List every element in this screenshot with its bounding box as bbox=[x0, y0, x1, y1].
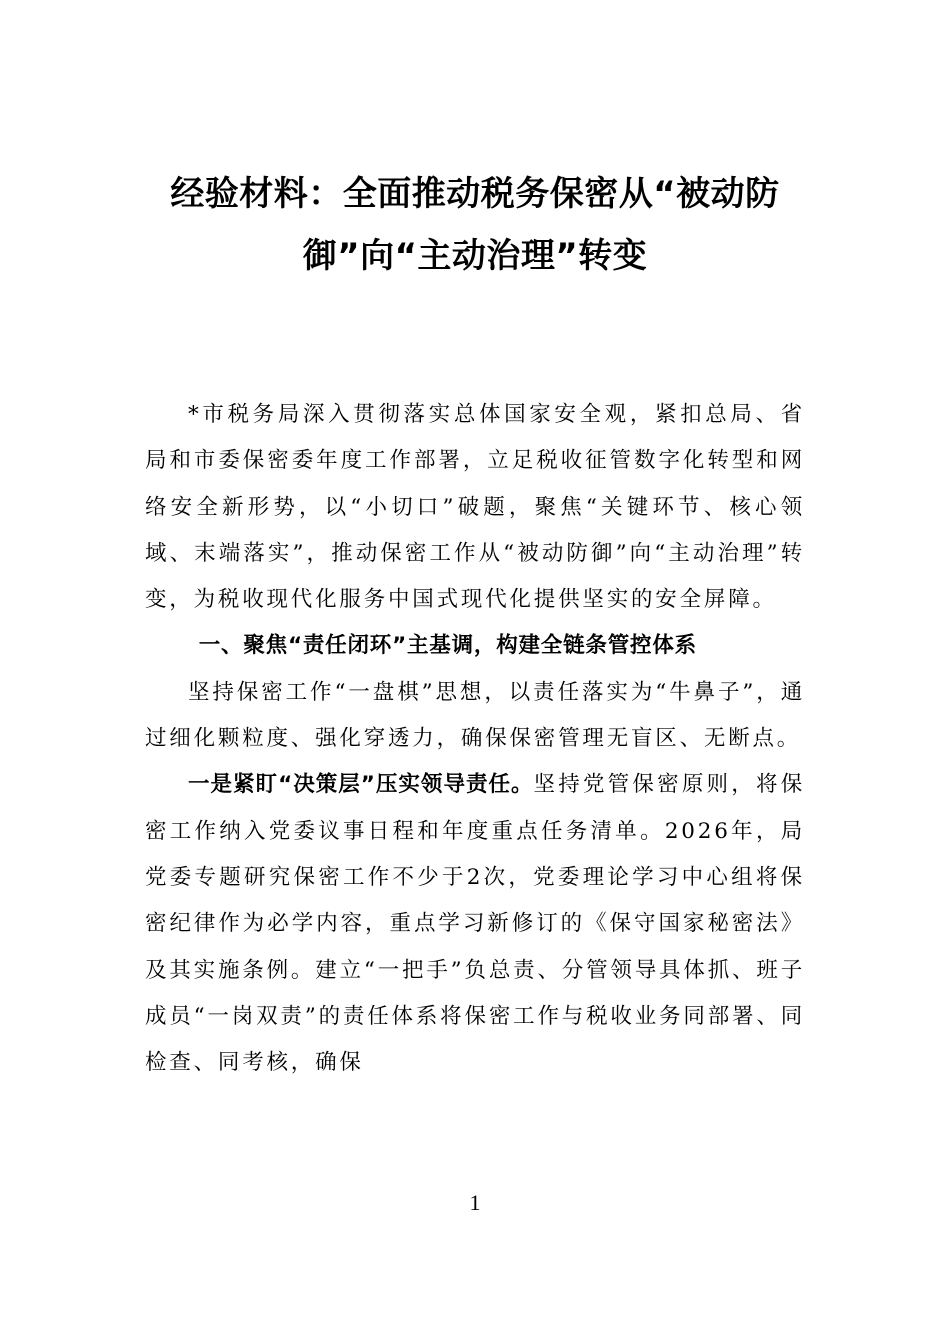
section-heading: 一、聚焦“责任闭环”主基调，构建全链条管控体系 bbox=[198, 633, 697, 659]
item-lead: 一是紧盯“决策层”压实领导责任。 bbox=[188, 772, 534, 798]
item-text: 坚持党管保密原则，将保密工作纳入党委议事日程和年度重点任务清单。2026年，局党委专题研究保密工作不少于2次，党委理论学习中心组将保密纪律作为必学内容，重点学习新修订的《保守国家秘密法》及其实施条例。建立“一把手”负总责、分管领导具体抓、班子成员“一岗双责”的责任体系将保密工作与税收业务同部署、同检查、同考核，确保 bbox=[145, 772, 805, 1076]
document-body bbox=[145, 392, 805, 1086]
section-paragraph: 坚持保密工作“一盘棋”思想，以责任落实为“牛鼻子”，通过细化颗粒度、强化穿透力，确保保密管理无盲区、无断点。 bbox=[145, 679, 805, 752]
document-title: 经验材料：全面推动税务保密从“被动防御”向“主动治理”转变 bbox=[170, 174, 780, 276]
page-number: 1 bbox=[469, 1190, 481, 1215]
intro-paragraph: *市税务局深入贯彻落实总体国家安全观，紧扣总局、省局和市委保密委年度工作部署，立足税收征管数字化转型和网络安全新形势，以“小切口”破题，聚焦“关键环节、核心领域、末端落实”，推动保密工作从“被动防御”向“主动治理”转变，为税收现代化服务中国式现代化提供坚实的安全屏障。 bbox=[145, 402, 805, 613]
item-paragraph bbox=[145, 762, 805, 1086]
